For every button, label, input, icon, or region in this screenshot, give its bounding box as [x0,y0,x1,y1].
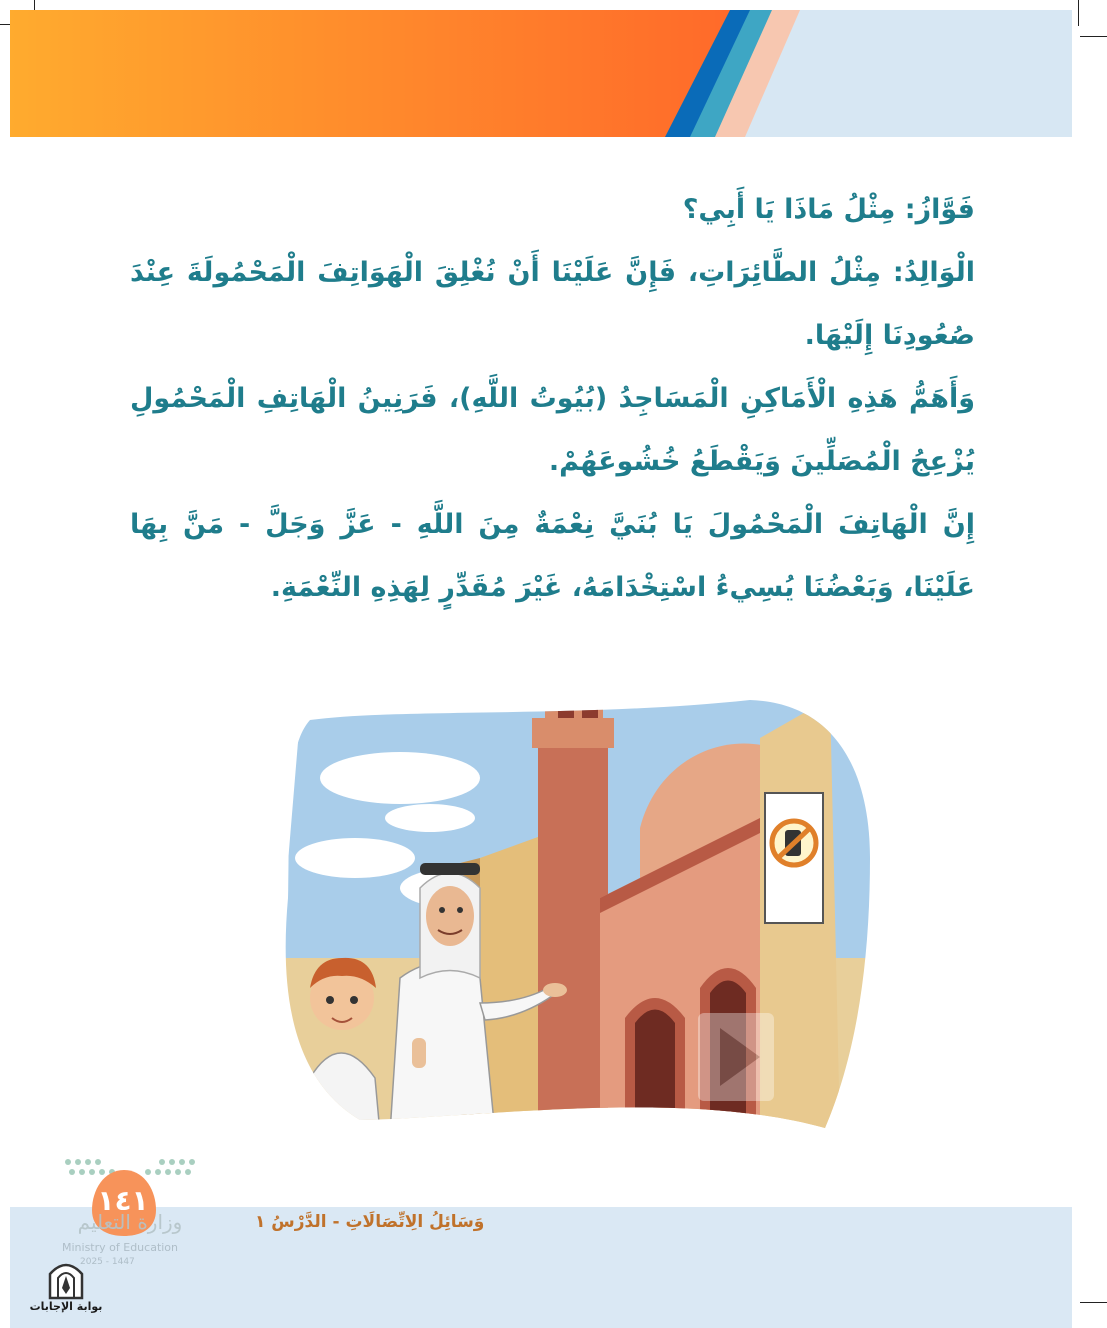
header-band [10,10,1072,137]
ministry-year: 2025 - 1447 [80,1257,135,1267]
lesson-footer-title: وَسَائِلُ الِاتِّصَالَاتِ - الدَّرْسُ ١ [255,1212,485,1232]
ministry-name-ar: وزارة التعليم [77,1210,183,1234]
crop-mark [1078,0,1079,26]
watermark-play-icon [698,1013,774,1101]
ministry-name-en: Ministry of Education [62,1241,179,1254]
no-phone-sign-icon [772,821,816,865]
portal-name: بوابة الإجابات [29,1300,103,1313]
lesson-text [130,178,975,619]
paragraph: إِنَّ الْهَاتِفَ الْمَحْمُولَ يَا بُنَيَّ نِعْمَةٌ مِنَ اللَّهِ - عَزَّ وَجَلَّ - مَنَّ بِهَا عَلَيْنَا، وَبَعْضُنَا يُسِيءُ اسْتِخْدَامَهُ، غَيْرَ مُقَدِّرٍ لِهَذِهِ النِّعْمَةِ. [130,509,975,603]
portal-logo-icon [44,1256,88,1300]
crop-mark [1080,36,1107,37]
paragraph: وَأَهَمُّ هَذِهِ الْأَمَاكِنِ الْمَسَاجِدُ (بُيُوتُ اللَّهِ)، فَرَنِينُ الْهَاتِفِ الْمَحْمُولِ يُزْعِجُ الْمُصَلِّينَ وَيَقْطَعُ خُشُوعَهُمْ. [130,383,975,477]
mosque-illustration [280,658,870,1133]
paragraph: الْوَالِدُ: مِثْلُ الطَّائِرَاتِ، فَإِنَّ عَلَيْنَا أَنْ نُغْلِقَ الْهَوَاتِفَ الْمَحْمُولَةَ عِنْدَ صُعُودِنَا إِلَيْهَا. [130,257,975,351]
paragraph: فَوَّازُ: مِثْلُ مَاذَا يَا أَبِي؟ [682,194,975,225]
page-number: ١٤١ [97,1184,149,1217]
crop-mark [1080,1302,1107,1303]
